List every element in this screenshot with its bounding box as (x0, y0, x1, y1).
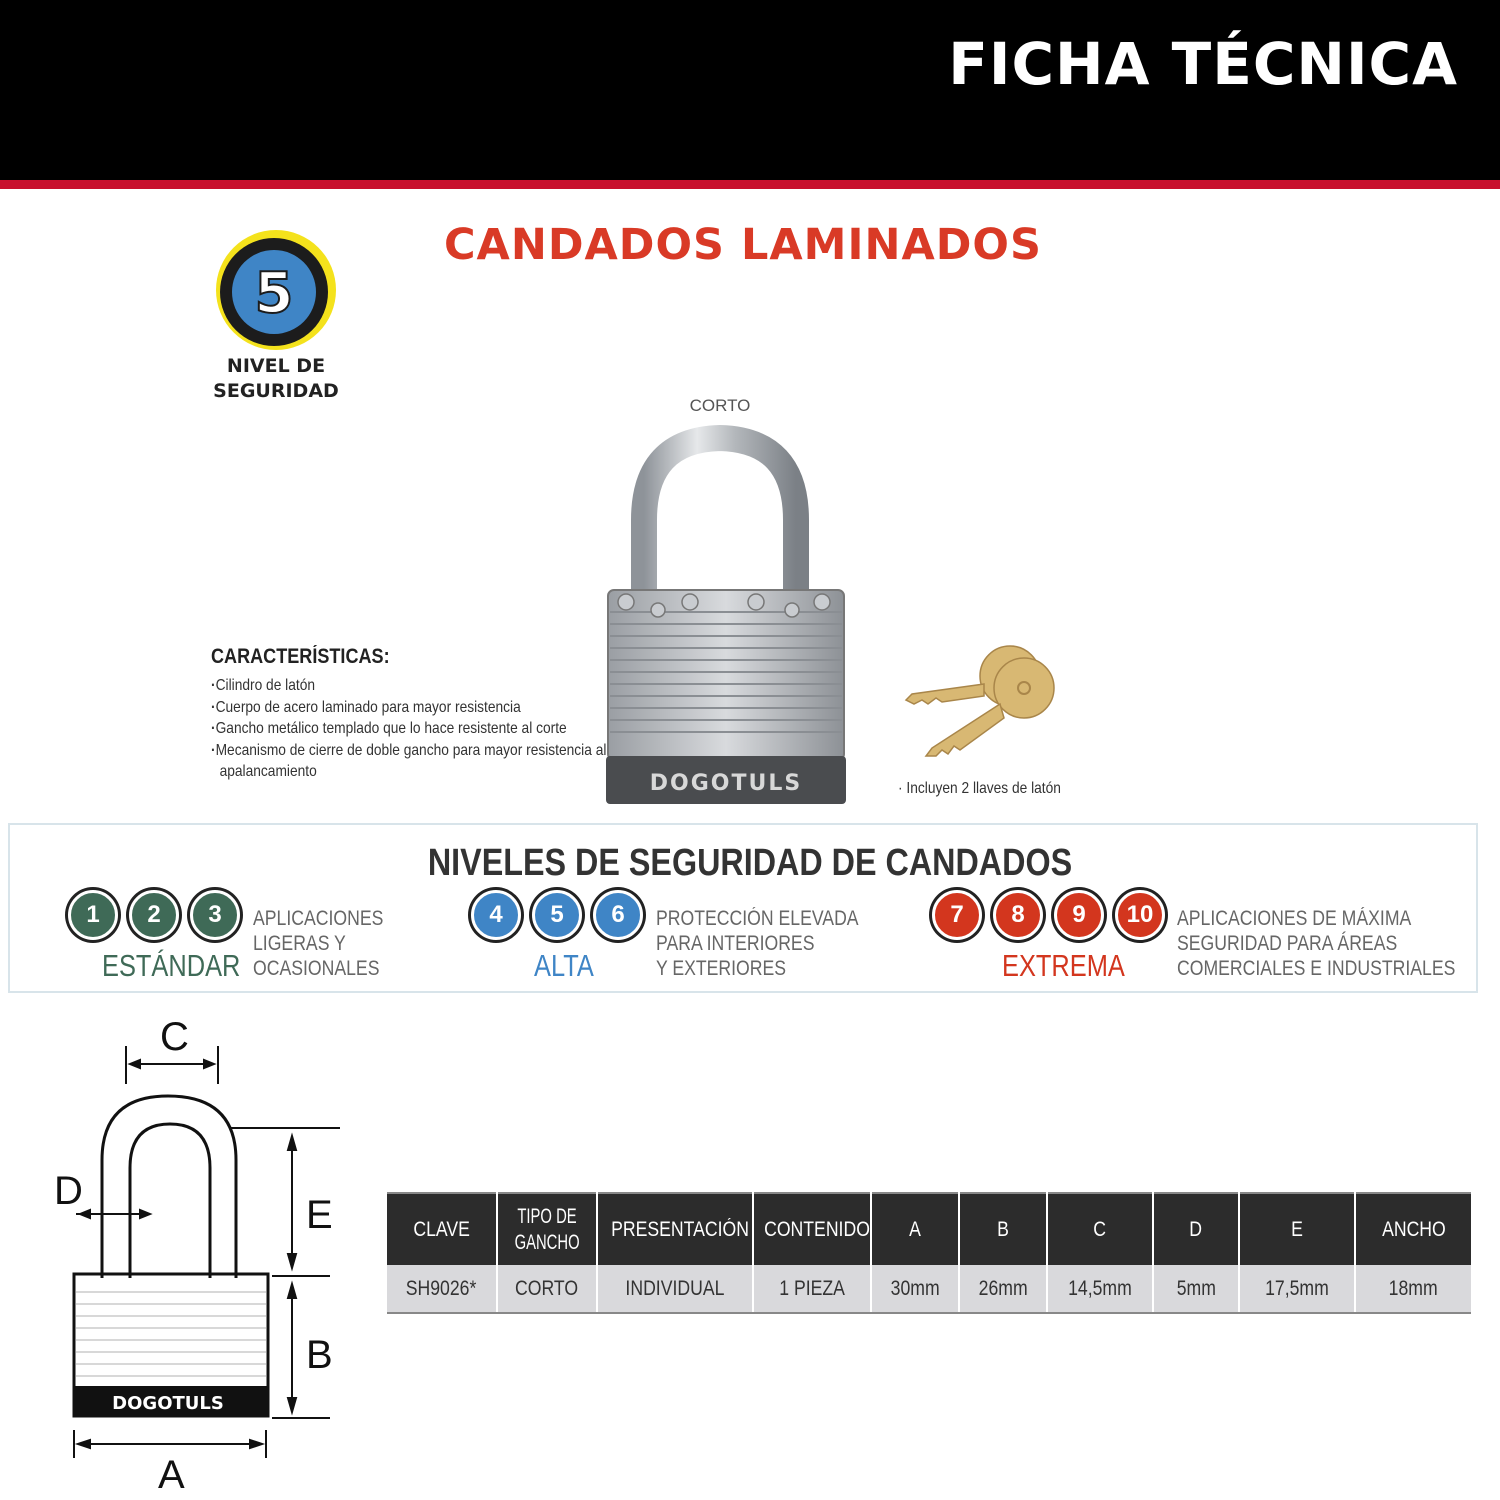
desc-line: OCASIONALES (253, 957, 380, 980)
desc-line: Y EXTERIORES (656, 957, 787, 980)
header-accent-stripe (0, 180, 1500, 189)
cell-d: 5mm (1153, 1265, 1239, 1313)
level-name-extreme: EXTREMA (1002, 948, 1125, 983)
badge-label-line1: NIVEL DE (226, 355, 326, 377)
col-header-contenido: CONTENIDO (753, 1193, 871, 1265)
cell-a: 30mm (871, 1265, 959, 1313)
table-row (387, 1265, 1471, 1313)
feature-item: · Gancho metálico templado que lo hace resistente al corte (211, 718, 641, 740)
header-bar (0, 0, 1500, 180)
level-name-standard: ESTÁNDAR (102, 948, 241, 983)
col-header-tipo-gancho: TIPO DE GANCHO (497, 1193, 597, 1265)
feature-item: · Mecanismo de cierre de doble gancho para mayor resistencia al apalancamiento (211, 740, 641, 783)
col-header-clave: CLAVE (387, 1193, 497, 1265)
level-circle-9: 9 (1054, 890, 1104, 940)
page-title: FICHA TÉCNICA (948, 30, 1458, 98)
badge-number: 5 (254, 261, 294, 326)
feature-item: · Cuerpo de acero laminado para mayor resistencia (211, 697, 641, 719)
level-circle-1: 1 (68, 890, 118, 940)
desc-line: SEGURIDAD PARA ÁREAS (1177, 932, 1398, 955)
diagram-label-e: E (306, 1193, 333, 1237)
level-circle-3: 3 (190, 890, 240, 940)
level-desc-high (656, 906, 859, 981)
desc-line: LIGERAS Y (253, 932, 346, 955)
desc-line: COMERCIALES E INDUSTRIALES (1177, 957, 1456, 980)
cell-b: 26mm (959, 1265, 1047, 1313)
level-desc-standard (253, 906, 383, 981)
dimension-diagram (40, 1010, 360, 1490)
level-circle-2: 2 (129, 890, 179, 940)
cell-ancho: 18mm (1355, 1265, 1471, 1313)
cell-c: 14,5mm (1047, 1265, 1153, 1313)
specs-header-row (387, 1193, 1471, 1265)
diagram-label-b: B (306, 1333, 333, 1377)
cell-contenido: 1 PIEZA (753, 1265, 871, 1313)
desc-line: PROTECCIÓN ELEVADA (656, 907, 859, 930)
features-list (211, 675, 641, 783)
desc-line: PARA INTERIORES (656, 932, 815, 955)
diagram-label-a: A (158, 1453, 185, 1490)
desc-line: APLICACIONES DE MÁXIMA (1177, 907, 1412, 930)
keys-note: · Incluyen 2 llaves de latón (898, 780, 1061, 797)
level-name-high: ALTA (534, 948, 594, 983)
diagram-label-d: D (54, 1169, 83, 1213)
desc-line: APLICACIONES (253, 907, 384, 930)
level-group-standard (68, 890, 240, 940)
col-header-c: C (1047, 1193, 1153, 1265)
security-levels-title: NIVELES DE SEGURIDAD DE CANDADOS (427, 842, 1073, 884)
features-title: CARACTERÍSTICAS: (211, 645, 390, 668)
diagram-label-c: C (160, 1015, 189, 1059)
features-section (211, 645, 671, 783)
shackle-type-label: CORTO (689, 396, 751, 415)
keys-note-text: Incluyen 2 llaves de latón (906, 780, 1061, 797)
padlock-brand: DOGOTULS (649, 771, 803, 796)
cell-tipo-gancho: CORTO (497, 1265, 597, 1313)
badge-label (190, 354, 362, 404)
level-group-high (471, 890, 643, 940)
product-title: CANDADOS LAMINADOS (444, 220, 1042, 270)
level-circle-4: 4 (471, 890, 521, 940)
level-circle-8: 8 (993, 890, 1043, 940)
level-circle-5: 5 (532, 890, 582, 940)
brass-keys-image (892, 636, 1062, 766)
specs-table (387, 1192, 1471, 1314)
level-circle-6: 6 (593, 890, 643, 940)
level-desc-extreme (1177, 906, 1455, 981)
level-circle-10: 10 (1115, 890, 1165, 940)
col-header-d: D (1153, 1193, 1239, 1265)
cell-clave: SH9026* (387, 1265, 497, 1313)
security-level-badge (214, 228, 338, 352)
cell-presentacion: INDIVIDUAL (597, 1265, 753, 1313)
col-header-ancho: ANCHO (1355, 1193, 1471, 1265)
col-header-a: A (871, 1193, 959, 1265)
badge-label-line2: SEGURIDAD (213, 380, 339, 402)
diagram-brand: DOGOTULS (112, 1393, 224, 1414)
col-header-e: E (1239, 1193, 1355, 1265)
col-header-b: B (959, 1193, 1047, 1265)
cell-e: 17,5mm (1239, 1265, 1355, 1313)
level-circle-7: 7 (932, 890, 982, 940)
col-header-presentacion: PRESENTACIÓN (597, 1193, 753, 1265)
level-group-extreme (932, 890, 1165, 940)
feature-item: · Cilindro de latón (211, 675, 641, 697)
